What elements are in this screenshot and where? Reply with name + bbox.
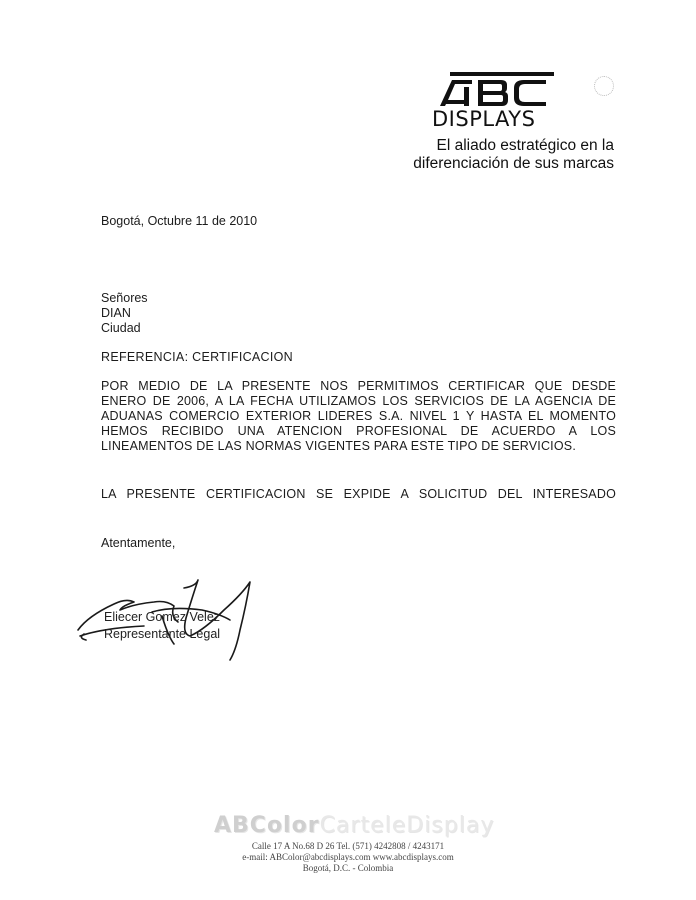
footer-city: Bogotá, D.C. - Colombia [302,863,394,873]
certification-paragraph [101,379,616,454]
reference-line: REFERENCIA: CERTIFICACION [101,350,294,364]
letter-date: Bogotá, Octubre 11 de 2010 [101,214,258,228]
paragraph-line-3: ADUANAS COMERCIO EXTERIOR LIDERES S.A. NIVEL 1 Y HASTA EL MOMENTO [101,409,616,423]
closing-line: Atentamente, [101,536,176,550]
statement-paragraph [101,487,616,502]
paragraph-line-5: LINEAMENTOS DE LAS NORMAS VIGENTES PARA ESTE TIPO DE SERVICIOS. [101,439,576,453]
footer-address: Calle 17 A No.68 D 26 Tel. (571) 4242808 / 4243171 [251,841,445,851]
tagline-line-2: diferenciación de sus marcas [413,155,614,172]
recipient-line-3: Ciudad [101,321,141,335]
tagline-line-1: El aliado estratégico en la [436,137,614,154]
recipient-line-1: Señores [101,291,148,305]
logo-watermark-circle [594,76,614,96]
paragraph-line-1: POR MEDIO DE LA PRESENTE NOS PERMITIMOS CERTIFICAR QUE DESDE [101,379,616,393]
recipient-line-2: DIAN [101,306,131,320]
signer-role: Representante Legal [104,627,221,641]
footer-brand-name: ABColor [214,813,320,838]
logo-displays-word: DISPLAYS [432,107,536,131]
footer-brand-logo [214,813,494,838]
handwritten-signature [74,576,314,676]
footer-brand-faded: CarteleDisplay [319,813,495,838]
paragraph-line-4: HEMOS RECIBIDO UNA ATENCION PROFESIONAL DE ACUERDO A LOS [101,424,616,438]
footer-contact: e-mail: ABColor@abcdisplays.com www.abcdisplays.com [242,852,454,862]
signer-name: Eliecer Gomez Velez [104,610,221,624]
statement-line: LA PRESENTE CERTIFICACION SE EXPIDE A SOLICITUD DEL INTERESADO [101,487,616,501]
paragraph-line-2: ENERO DE 2006, A LA FECHA UTILIZAMOS LOS SERVICIOS DE LA AGENCIA DE [101,394,616,408]
